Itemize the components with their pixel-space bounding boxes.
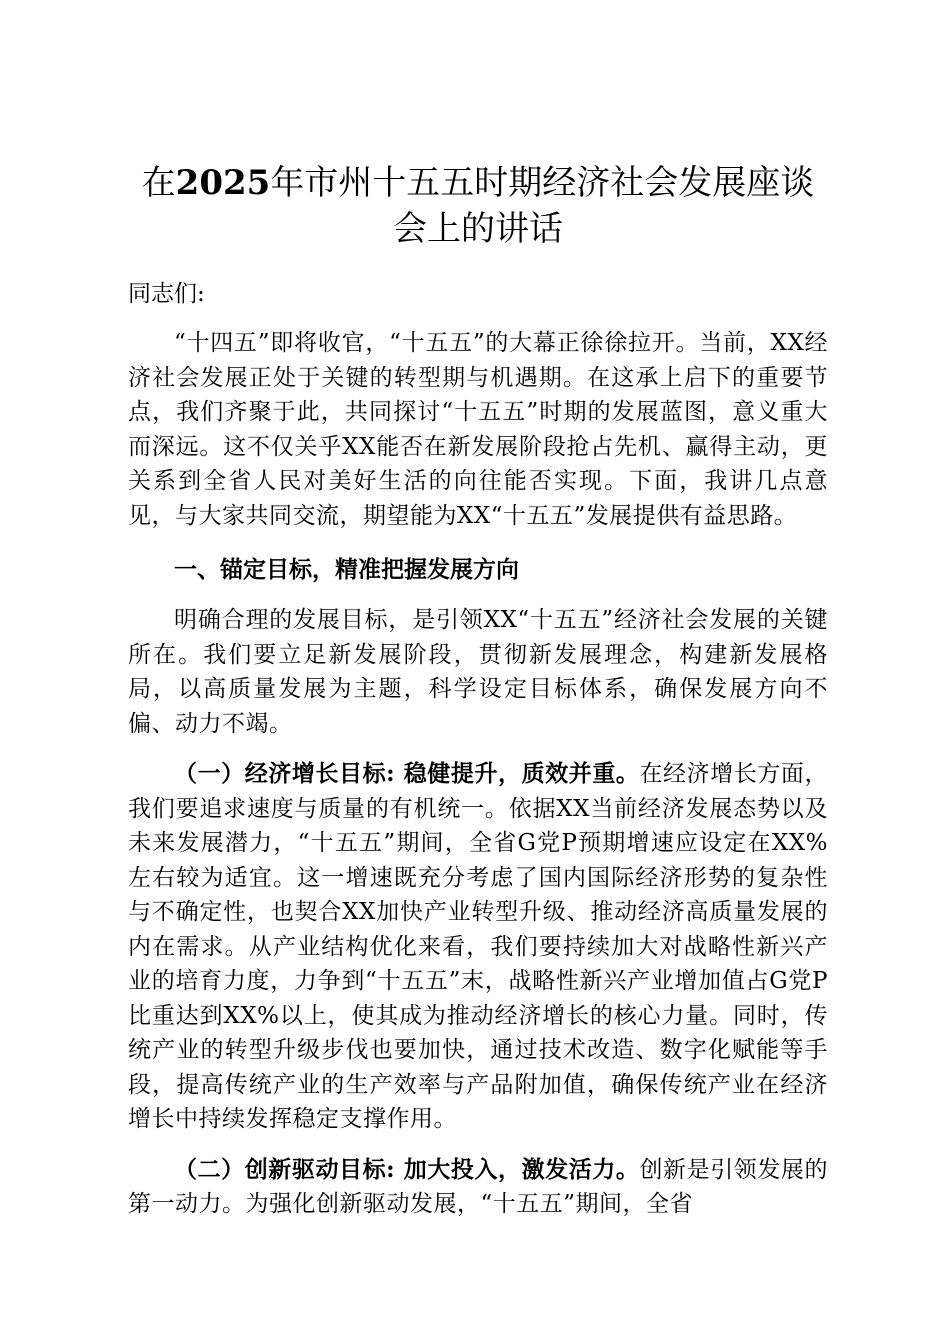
intro-paragraph: “十四五”即将收官，“十五五”的大幕正徐徐拉开。当前，XX经济社会发展正处于关键的转型期与机遇期。在这承上启下的重要节点，我们齐聚于此，共同探讨“十五五”时期的发展蓝图，意义重大而深远。这不仅关乎XX能否在新发展阶段抢占先机、赢得主动，更关系到全省人民对美好生活的向往能否实现。下面，我讲几点意见，与大家共同交流，期望能为XX“十五五”发展提供有益思路。 — [128, 330, 828, 529]
subsection-1-body: 在经济增长方面，我们要追求速度与质量的有机统一。依据XX当前经济发展态势以及未来发展潜力，“十五五”期间，全省G党P预期增速应设定在XX%左右较为适宜。这一增速既充分考虑了国内国际经济形势的复杂性与不确定性，也契合XX加快产业转型升级、推动经济高质量发展的内在需求。从产业结构优化来看，我们要持续加大对战略性新兴产业的培育力度，力争到“十五五”末，战略性新兴产业增加值占G党P比重达到XX%以上，使其成为推动经济增长的核心力量。同时，传统产业的转型升级步伐也要加快，通过技术改造、数字化赋能等手段，提高传统产业的生产效率与产品附加值，确保传统产业在经济增长中持续发挥稳定支撑作用。 — [128, 761, 829, 1132]
title-rest: 年市州十五五时期经济社会发展座谈会上的讲话 — [270, 163, 815, 249]
section-heading-1: 一、锚定目标，精准把握发展方向 — [174, 556, 519, 583]
title-prefix: 在 — [141, 163, 176, 203]
document-title — [128, 160, 828, 252]
subsection-2-paragraph — [128, 1153, 828, 1222]
subsection-2-lead: （二）创新驱动目标: 加大投入，激发活力。 — [174, 1155, 640, 1183]
subsection-2-body: 创新是引领发展的第一动力。为强化创新驱动发展，“十五五”期间，全省 — [128, 1156, 829, 1217]
title-year: 2025 — [175, 163, 271, 203]
subsection-1-lead: （一）经济增长目标: 稳健提升，质效并重。 — [174, 760, 640, 787]
section-1-paragraph: 明确合理的发展目标，是引领XX“十五五”经济社会发展的关键所在。我们要立足新发展阶段，贯彻新发展理念，构建新发展格局，以高质量发展为主题，科学设定目标体系，确保发展方向不偏、动力不竭。 — [128, 607, 828, 737]
document-page — [128, 160, 828, 1222]
salutation: 同志们: — [128, 281, 205, 307]
subsection-1-paragraph — [128, 757, 828, 1137]
